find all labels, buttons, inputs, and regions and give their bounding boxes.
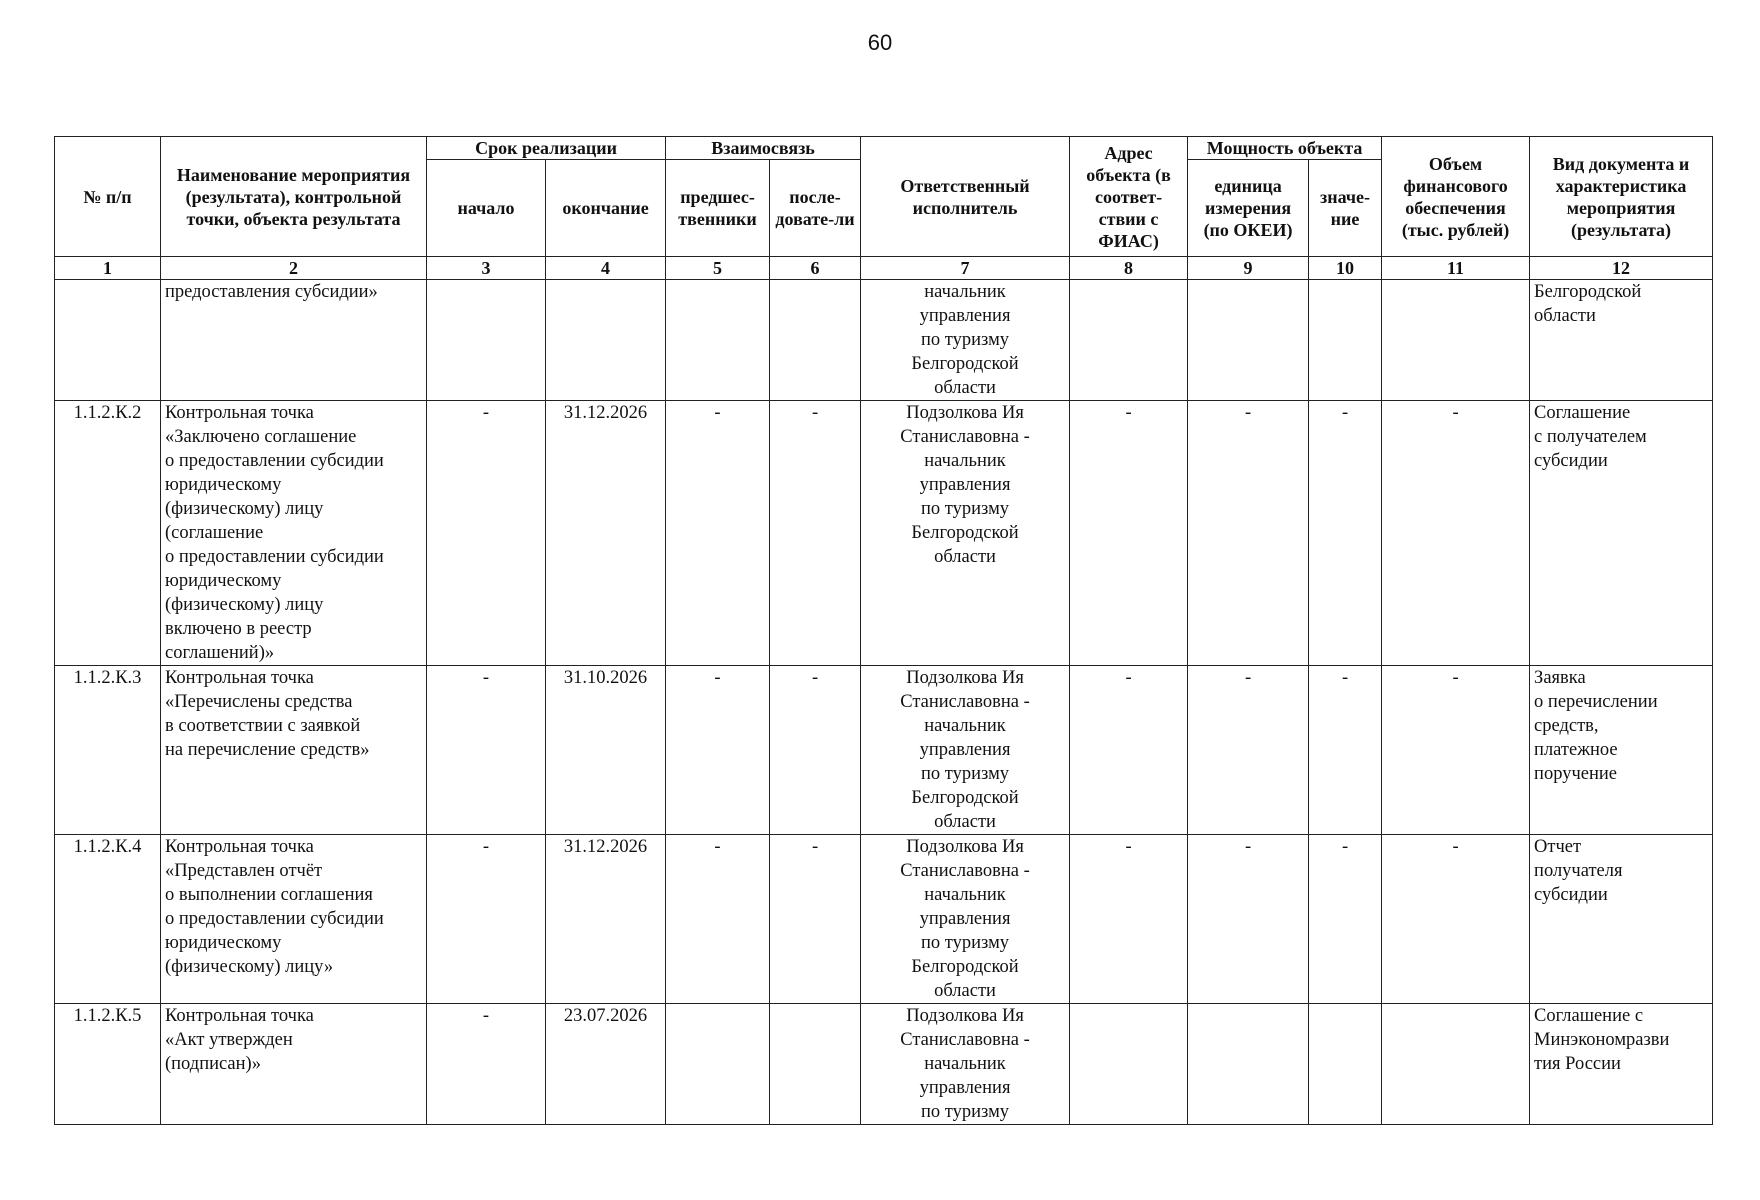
cell-finance: - <box>1382 401 1530 666</box>
table-row <box>55 835 1713 1004</box>
column-number: 6 <box>770 257 861 280</box>
cell-document: Соглашение с Минэкономразви тия России <box>1530 1004 1713 1125</box>
cell-end: 31.12.2026 <box>546 835 666 1004</box>
cell-address: - <box>1070 835 1188 1004</box>
cell-document: Белгородской области <box>1530 280 1713 401</box>
table-row <box>55 280 1713 401</box>
cell-responsible: Подзолкова Ия Станиславовна - начальник управления по туризму Белгородской области <box>861 666 1070 835</box>
data-table <box>54 136 1713 1125</box>
column-number-row <box>55 257 1713 280</box>
header-finance: Объем финансового обеспечения (тыс. рублей) <box>1382 137 1530 257</box>
cell-value: - <box>1309 835 1382 1004</box>
table-row <box>55 401 1713 666</box>
table-row <box>55 666 1713 835</box>
cell-predecessors: - <box>666 835 770 1004</box>
cell-document: Заявка о перечислении средств, платежное поручение <box>1530 666 1713 835</box>
table-row <box>55 1004 1713 1125</box>
cell-finance <box>1382 280 1530 401</box>
header-value: значе-ние <box>1309 160 1382 257</box>
cell-end: 31.10.2026 <box>546 666 666 835</box>
cell-name: предоставления субсидии» <box>161 280 427 401</box>
column-number: 4 <box>546 257 666 280</box>
cell-value: - <box>1309 666 1382 835</box>
cell-successors: - <box>770 666 861 835</box>
cell-value <box>1309 280 1382 401</box>
cell-address <box>1070 1004 1188 1125</box>
cell-value: - <box>1309 401 1382 666</box>
cell-successors <box>770 1004 861 1125</box>
header-group-capacity: Мощность объекта <box>1188 137 1382 160</box>
cell-end: 23.07.2026 <box>546 1004 666 1125</box>
cell-successors: - <box>770 401 861 666</box>
cell-document: Соглашение с получателем субсидии <box>1530 401 1713 666</box>
cell-predecessors: - <box>666 666 770 835</box>
cell-address <box>1070 280 1188 401</box>
cell-unit: - <box>1188 666 1309 835</box>
column-number: 12 <box>1530 257 1713 280</box>
header-predecessors: предшес-твенники <box>666 160 770 257</box>
cell-num <box>55 280 161 401</box>
cell-end: 31.12.2026 <box>546 401 666 666</box>
header-group-vzaim: Взаимосвязь <box>666 137 861 160</box>
column-number: 2 <box>161 257 427 280</box>
cell-name: Контрольная точка «Заключено соглашение о предоставлении субсидии юридическому (физическому) лицу (соглашение о предоставлении субсидии юридическому (физическому) лицу включено в реестр соглашений)» <box>161 401 427 666</box>
cell-responsible: Подзолкова Ия Станиславовна - начальник управления по туризму <box>861 1004 1070 1125</box>
cell-start: - <box>427 401 546 666</box>
cell-responsible: Подзолкова Ия Станиславовна - начальник управления по туризму Белгородской области <box>861 401 1070 666</box>
cell-finance: - <box>1382 666 1530 835</box>
header-num: № п/п <box>55 137 161 257</box>
cell-start: - <box>427 1004 546 1125</box>
cell-document: Отчет получателя субсидии <box>1530 835 1713 1004</box>
header-group-srok: Срок реализации <box>427 137 666 160</box>
table-body <box>55 280 1713 1125</box>
cell-num: 1.1.2.К.5 <box>55 1004 161 1125</box>
cell-num: 1.1.2.К.2 <box>55 401 161 666</box>
cell-value <box>1309 1004 1382 1125</box>
cell-unit <box>1188 1004 1309 1125</box>
cell-unit: - <box>1188 401 1309 666</box>
cell-start: - <box>427 835 546 1004</box>
cell-finance <box>1382 1004 1530 1125</box>
cell-num: 1.1.2.К.3 <box>55 666 161 835</box>
column-number: 8 <box>1070 257 1188 280</box>
column-number: 5 <box>666 257 770 280</box>
cell-name: Контрольная точка «Перечислены средства в соответствии с заявкой на перечисление средств» <box>161 666 427 835</box>
cell-end <box>546 280 666 401</box>
cell-successors: - <box>770 835 861 1004</box>
header-address: Адрес объекта (в соответ-ствии с ФИАС) <box>1070 137 1188 257</box>
header-document: Вид документа и характеристика мероприятия (результата) <box>1530 137 1713 257</box>
cell-start <box>427 280 546 401</box>
header-name: Наименование мероприятия (результата), контрольной точки, объекта результата <box>161 137 427 257</box>
cell-start: - <box>427 666 546 835</box>
header-responsible: Ответственный исполнитель <box>861 137 1070 257</box>
cell-address: - <box>1070 666 1188 835</box>
page-number: 60 <box>867 30 893 55</box>
header-successors: после-довате-ли <box>770 160 861 257</box>
cell-address: - <box>1070 401 1188 666</box>
header-unit: единица измерения (по ОКЕИ) <box>1188 160 1309 257</box>
cell-responsible: начальник управления по туризму Белгородской области <box>861 280 1070 401</box>
column-number: 7 <box>861 257 1070 280</box>
cell-predecessors: - <box>666 401 770 666</box>
cell-unit: - <box>1188 835 1309 1004</box>
column-number: 10 <box>1309 257 1382 280</box>
cell-num: 1.1.2.К.4 <box>55 835 161 1004</box>
column-number: 3 <box>427 257 546 280</box>
column-number: 11 <box>1382 257 1530 280</box>
cell-unit <box>1188 280 1309 401</box>
column-number: 9 <box>1188 257 1309 280</box>
cell-predecessors <box>666 1004 770 1125</box>
header-start: начало <box>427 160 546 257</box>
cell-name: Контрольная точка «Акт утвержден (подписан)» <box>161 1004 427 1125</box>
column-number: 1 <box>55 257 161 280</box>
header-end: окончание <box>546 160 666 257</box>
cell-successors <box>770 280 861 401</box>
cell-predecessors <box>666 280 770 401</box>
cell-name: Контрольная точка «Представлен отчёт о выполнении соглашения о предоставлении субсидии юридическому (физическому) лицу» <box>161 835 427 1004</box>
cell-responsible: Подзолкова Ия Станиславовна - начальник управления по туризму Белгородской области <box>861 835 1070 1004</box>
cell-finance: - <box>1382 835 1530 1004</box>
